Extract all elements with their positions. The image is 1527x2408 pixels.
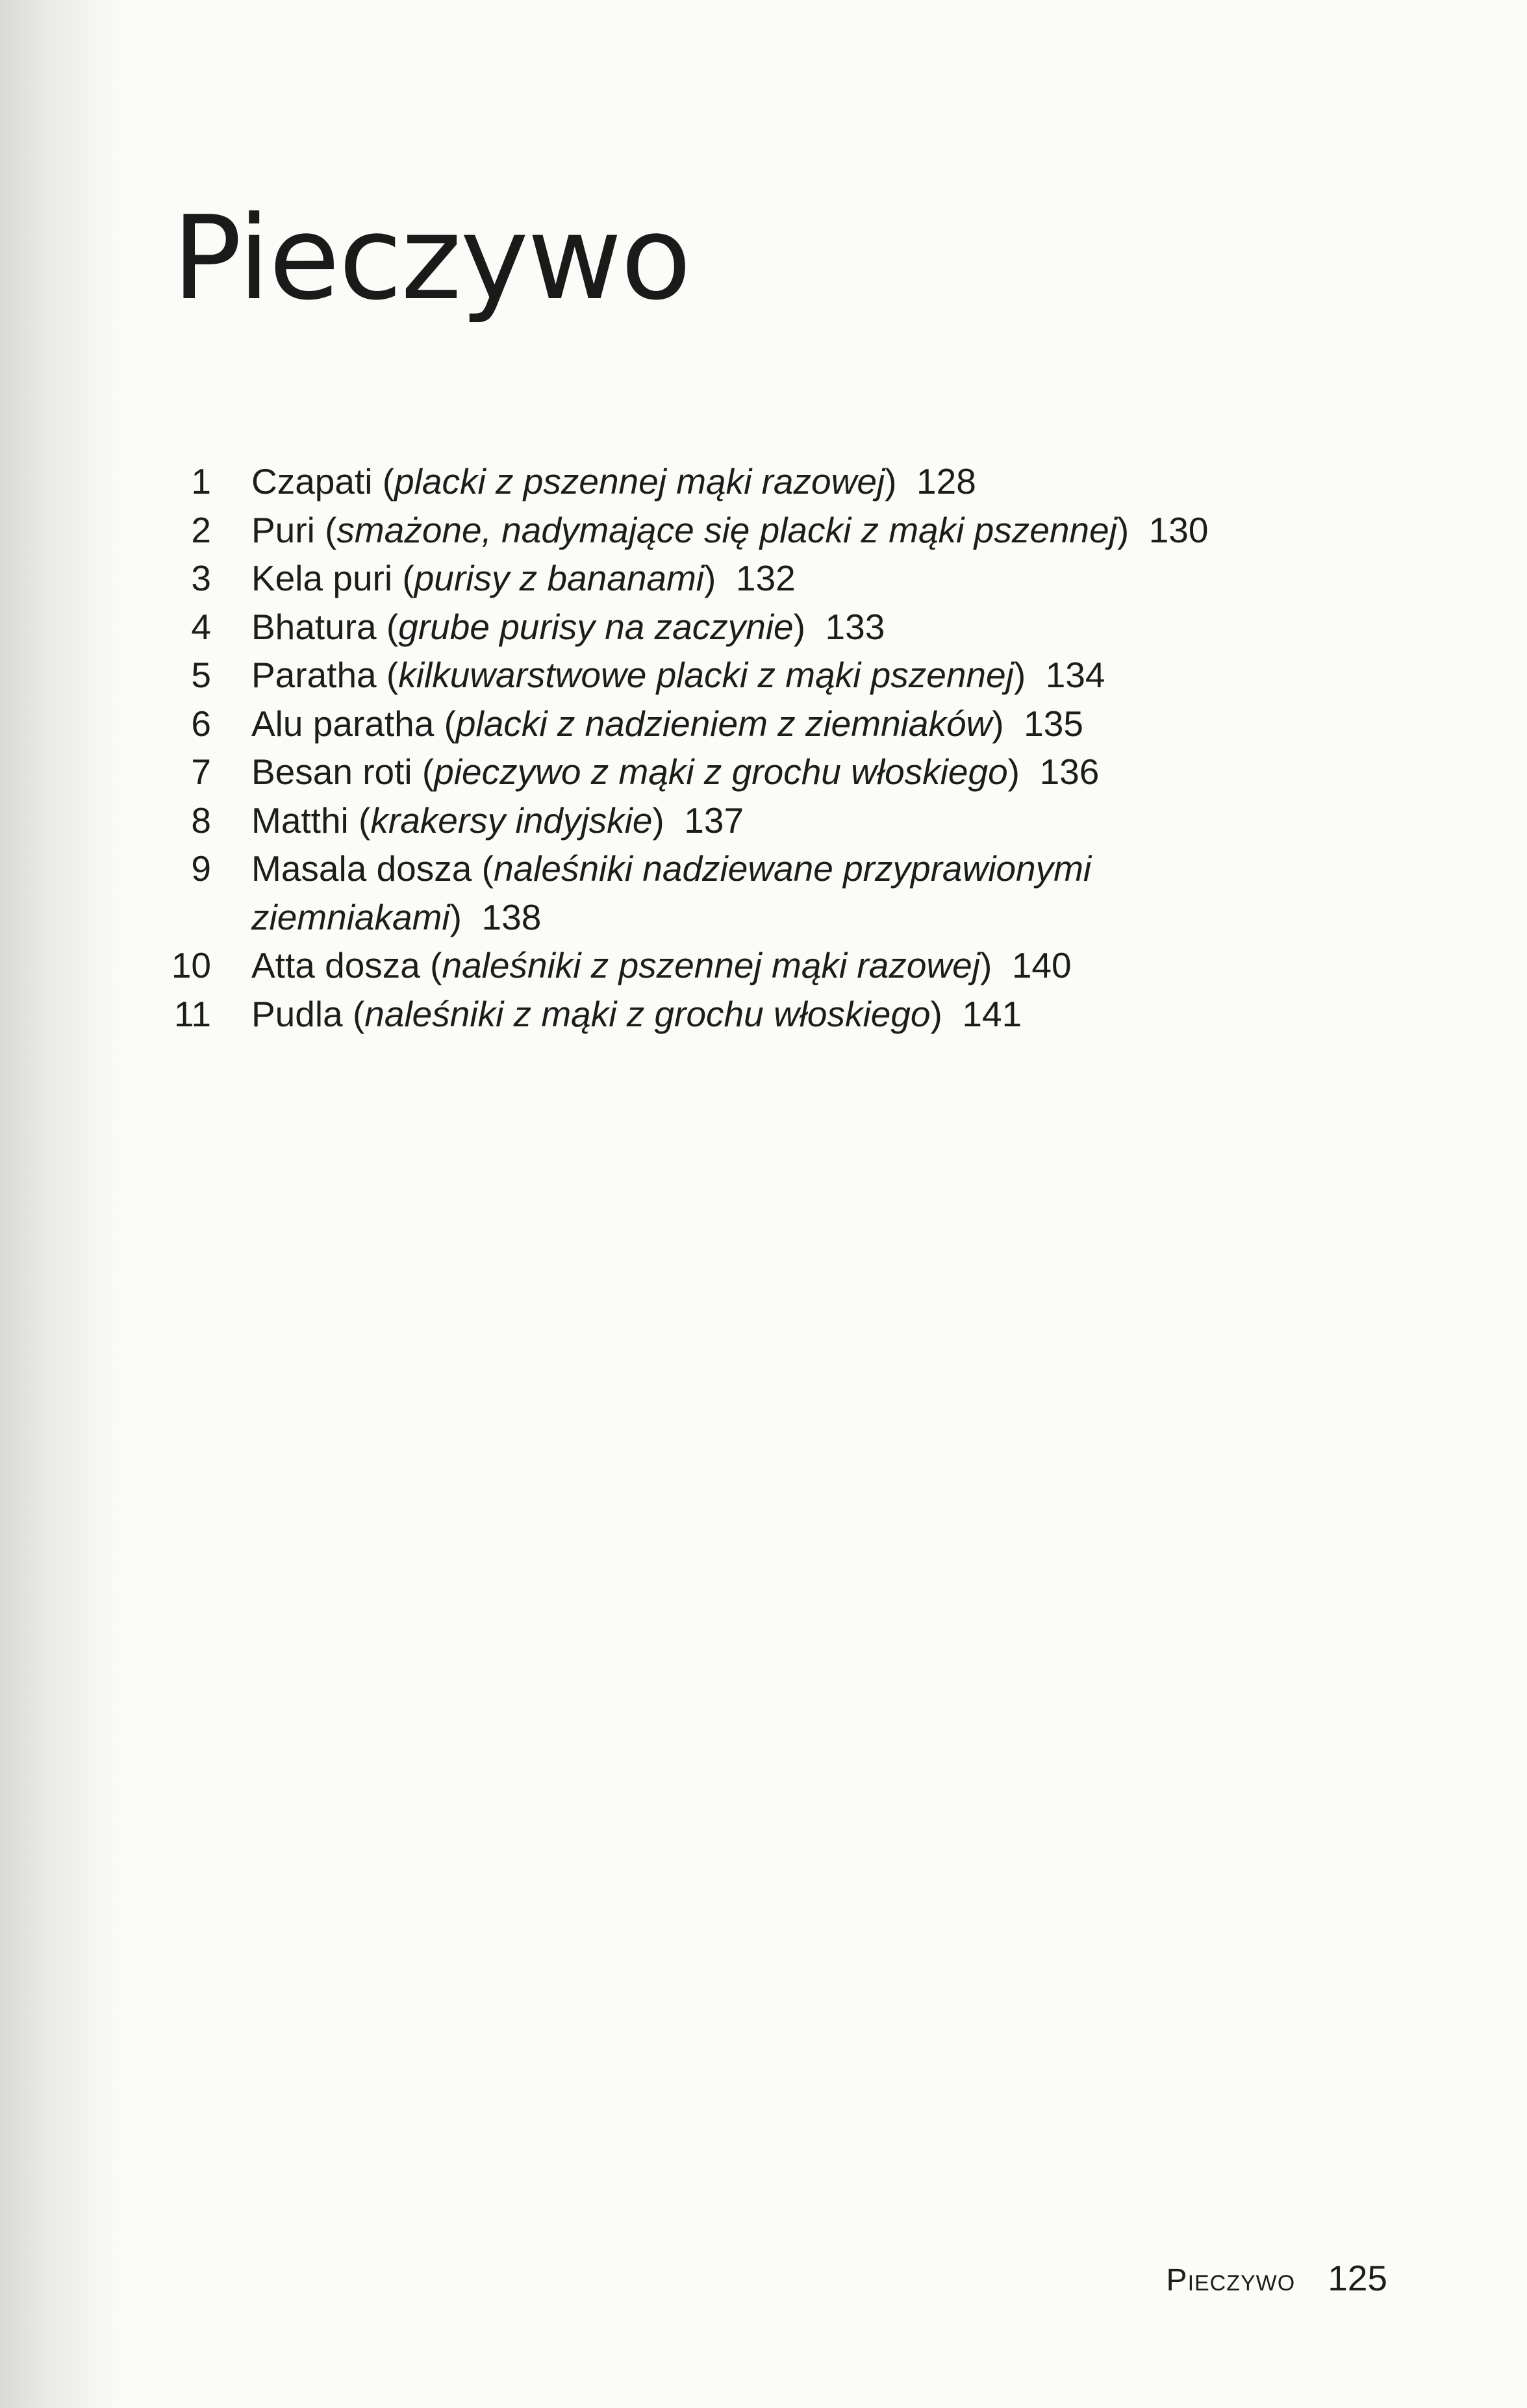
entry-name: Matthi [251,800,349,841]
entry-name: Bhatura [251,606,377,647]
entry-name: Atta dosza [251,945,420,985]
toc-entry: 9 Masala dosza (naleśniki nadziewane przyprawionymi ziemniakami) 138 [130,844,1356,941]
entry-page-number: 138 [481,896,542,937]
entry-page-number: 134 [1045,655,1105,695]
entry-number: 9 [191,848,211,889]
entry-description: pieczywo z mąki z grochu włoskiego [434,752,1008,792]
entry-description: naleśniki nadziewane przyprawionymi ziemniakami [251,848,1102,937]
entry-description: naleśniki z pszennej mąki razowej [442,945,980,985]
entry-page-number: 133 [825,606,885,647]
toc-entry: 8 Matthi (krakersy indyjskie) 137 [130,796,1429,845]
toc-entry: 11 Pudla (naleśniki z mąki z grochu włoskiego) 141 [130,990,1429,1039]
toc-entry: 6 Alu paratha (placki z nadzieniem z ziemniaków) 135 [130,700,1429,748]
page-title: Pieczywo [172,191,690,325]
entry-page-number: 128 [916,461,976,501]
entry-name: Puri [251,509,315,550]
entry-number: 4 [191,606,211,647]
toc-entry: 4 Bhatura (grube purisy na zaczynie) 133 [130,603,1429,652]
entry-description: grube purisy na zaczynie [398,606,794,647]
table-of-contents [130,457,1429,1038]
entry-number: 7 [191,752,211,792]
entry-description: kilkuwarstwowe placki z mąki pszennej [398,655,1014,695]
entry-page-number: 136 [1039,752,1100,792]
toc-entry: 3 Kela puri (purisy z bananami) 132 [130,554,1429,603]
entry-page-number: 140 [1011,945,1072,985]
entry-number: 3 [191,558,211,598]
entry-number: 5 [191,655,211,695]
entry-description: purisy z bananami [414,558,705,598]
entry-page-number: 137 [684,800,744,841]
page-gutter-shadow [0,0,123,2408]
toc-entry: 7 Besan roti (pieczywo z mąki z grochu włoskiego) 136 [130,748,1429,796]
entry-number: 2 [191,509,211,550]
entry-description: smażone, nadymające się placki z mąki pszennej [336,509,1117,550]
entry-name: Alu paratha [251,703,435,744]
entry-name: Besan roti [251,752,412,792]
entry-name: Czapati [251,461,373,501]
running-footer-section: Pieczywo [1166,2263,1296,2298]
toc-entry: 1 Czapati (placki z pszennej mąki razowej) 128 [130,457,1429,506]
entry-number: 10 [171,945,211,985]
entry-name: Masala dosza [251,848,472,889]
toc-entry: 5 Paratha (kilkuwarstwowe placki z mąki pszennej) 134 [130,651,1429,700]
toc-entry: 10 Atta dosza (naleśniki z pszennej mąki razowej) 140 [130,941,1429,990]
entry-description: placki z pszennej mąki razowej [394,461,885,501]
entry-number: 1 [191,461,211,501]
entry-number: 6 [191,703,211,744]
toc-entry: 2 Puri (smażone, nadymające się placki z mąki pszennej) 130 [130,506,1429,555]
entry-page-number: 130 [1148,509,1209,550]
entry-name: Pudla [251,993,343,1034]
entry-number: 11 [173,993,211,1034]
entry-page-number: 132 [735,558,796,598]
footer-page-number: 125 [1328,2258,1387,2298]
entry-name: Paratha [251,655,377,695]
entry-description: placki z nadzieniem z ziemniaków [455,703,992,744]
page-footer [1167,2254,1387,2305]
entry-name: Kela puri [251,558,393,598]
entry-description: krakersy indyjskie [370,800,653,841]
entry-page-number: 141 [962,993,1022,1034]
entry-description: naleśniki z mąki z grochu włoskiego [364,993,931,1034]
entry-page-number: 135 [1024,703,1083,744]
entry-number: 8 [191,800,211,841]
